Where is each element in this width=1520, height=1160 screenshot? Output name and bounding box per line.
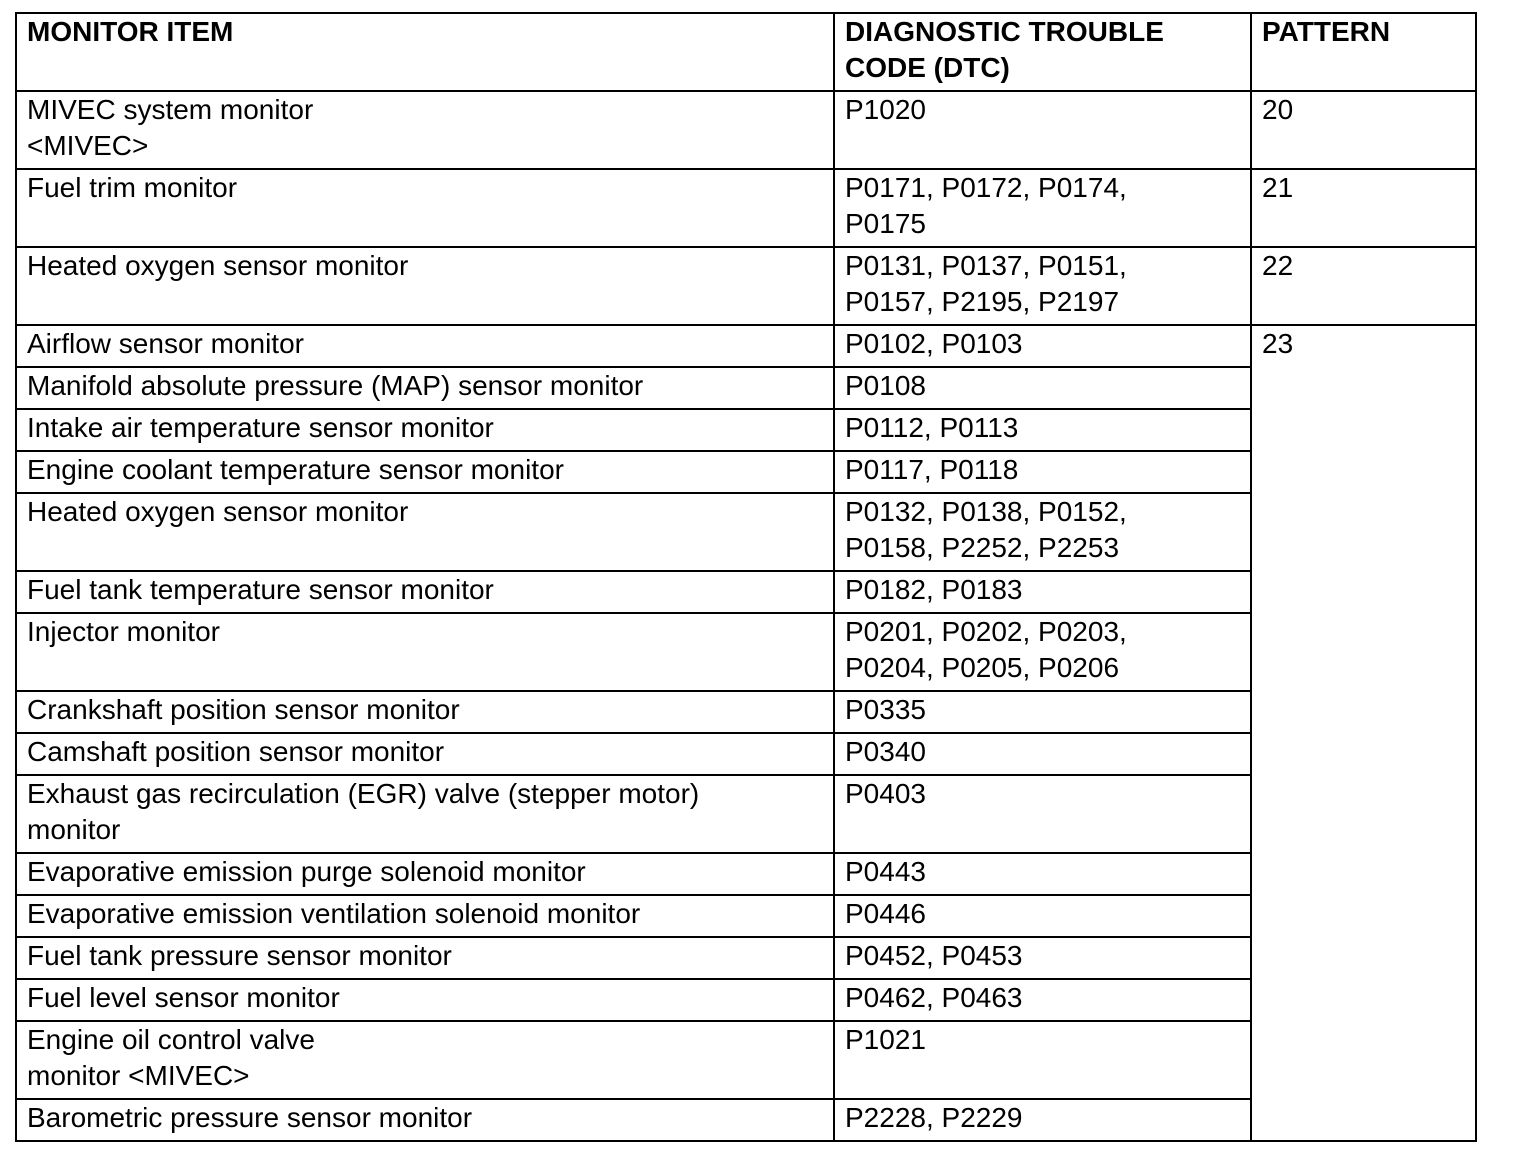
monitor-item-cell: Crankshaft position sensor monitor [16,691,834,733]
table-row [16,91,1476,169]
dtc-cell: P0102, P0103 [834,325,1251,367]
dtc-cell: P0132, P0138, P0152, P0158, P2252, P2253 [834,493,1251,571]
dtc-cell: P0403 [834,775,1251,853]
monitor-item-cell: Fuel tank pressure sensor monitor [16,937,834,979]
dtc-cell: P0462, P0463 [834,979,1251,1021]
monitor-item-cell: Fuel level sensor monitor [16,979,834,1021]
pattern-cell: 20 [1251,91,1476,169]
table-row [16,325,1476,367]
dtc-cell: P0443 [834,853,1251,895]
dtc-cell: P1021 [834,1021,1251,1099]
header-row [16,13,1476,91]
monitor-item-cell: Intake air temperature sensor monitor [16,409,834,451]
monitor-item-cell: Heated oxygen sensor monitor [16,493,834,571]
dtc-cell: P0340 [834,733,1251,775]
dtc-cell: P0201, P0202, P0203, P0204, P0205, P0206 [834,613,1251,691]
pattern-cell: 23 [1251,325,1476,1141]
dtc-monitor-table [15,12,1477,1142]
dtc-cell: P1020 [834,91,1251,169]
header-dtc: DIAGNOSTIC TROUBLE CODE (DTC) [834,13,1251,91]
monitor-item-cell: Barometric pressure sensor monitor [16,1099,834,1141]
dtc-cell: P0452, P0453 [834,937,1251,979]
monitor-item-cell: Heated oxygen sensor monitor [16,247,834,325]
monitor-item-cell: Engine oil control valve monitor <MIVEC> [16,1021,834,1099]
pattern-cell: 21 [1251,169,1476,247]
header-monitor-item: MONITOR ITEM [16,13,834,91]
monitor-item-cell: Engine coolant temperature sensor monitor [16,451,834,493]
monitor-item-cell: Evaporative emission ventilation solenoid monitor [16,895,834,937]
header-pattern: PATTERN [1251,13,1476,91]
table-row [16,247,1476,325]
dtc-cell: P0112, P0113 [834,409,1251,451]
dtc-cell: P0171, P0172, P0174, P0175 [834,169,1251,247]
dtc-cell: P0117, P0118 [834,451,1251,493]
dtc-cell: P0446 [834,895,1251,937]
monitor-item-cell: Manifold absolute pressure (MAP) sensor monitor [16,367,834,409]
dtc-cell: P0335 [834,691,1251,733]
dtc-cell: P2228, P2229 [834,1099,1251,1141]
monitor-item-cell: Exhaust gas recirculation (EGR) valve (stepper motor) monitor [16,775,834,853]
monitor-item-cell: Injector monitor [16,613,834,691]
monitor-item-cell: Fuel trim monitor [16,169,834,247]
monitor-item-cell: MIVEC system monitor <MIVEC> [16,91,834,169]
monitor-item-cell: Fuel tank temperature sensor monitor [16,571,834,613]
table-row [16,169,1476,247]
monitor-item-cell: Airflow sensor monitor [16,325,834,367]
monitor-item-cell: Evaporative emission purge solenoid monitor [16,853,834,895]
pattern-cell: 22 [1251,247,1476,325]
monitor-item-cell: Camshaft position sensor monitor [16,733,834,775]
dtc-cell: P0131, P0137, P0151, P0157, P2195, P2197 [834,247,1251,325]
dtc-cell: P0182, P0183 [834,571,1251,613]
dtc-cell: P0108 [834,367,1251,409]
